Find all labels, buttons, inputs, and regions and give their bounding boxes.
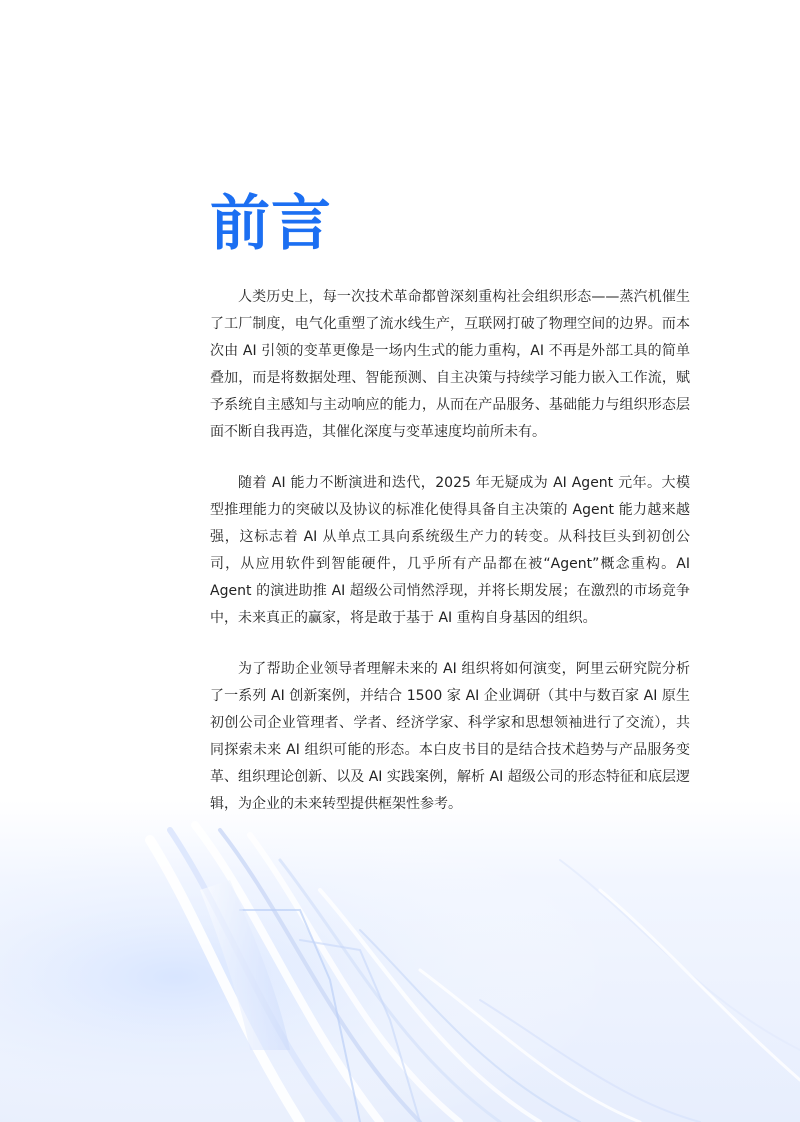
preface-body (210, 284, 690, 818)
paragraph-2: 随着 AI 能力不断演进和迭代，2025 年无疑成为 AI Agent 元年。大模型推理能力的突破以及协议的标准化使得具备自主决策的 Agent 能力越来越强，这标志着 AI 从单点工具向系统级生产力的转变。从科技巨头到初创公司，从应用软件到智能硬件，几乎所有产品都在被“Agent”概念重构。AI Agent 的演进助推 AI 超级公司悄然浮现，并将长期发展；在激烈的市场竞争中，未来真正的赢家，将是敢于基于 AI 重构自身基因的组织。 (210, 475, 690, 626)
light-streaks-illustration (0, 800, 800, 1122)
page-title: 前言 (210, 189, 332, 259)
paragraph-3: 为了帮助企业领导者理解未来的 AI 组织将如何演变，阿里云研究院分析了一系列 AI 创新案例，并结合 1500 家 AI 企业调研（其中与数百家 AI 原生初创公司企业管理者、学者、经济学家、科学家和思想领袖进行了交流），共同探索未来 AI 组织可能的形态。本白皮书目的是结合技术趋势与产品服务变革、组织理论创新、以及 AI 实践案例，解析 AI 超级公司的形态特征和底层逻辑，为企业的未来转型提供框架性参考。 (210, 661, 690, 812)
paragraph-1: 人类历史上，每一次技术革命都曾深刻重构社会组织形态——蒸汽机催生了工厂制度，电气化重塑了流水线生产，互联网打破了物理空间的边界。而本次由 AI 引领的变革更像是一场内生式的能力重构，AI 不再是外部工具的简单叠加，而是将数据处理、智能预测、自主决策与持续学习能力嵌入工作流，赋予系统自主感知与主动响应的能力，从而在产品服务、基础能力与组织形态层面不断自我再造，其催化深度与变革速度均前所未有。 (210, 289, 690, 440)
decor-glow (0, 800, 800, 1122)
preface-section (210, 188, 690, 842)
